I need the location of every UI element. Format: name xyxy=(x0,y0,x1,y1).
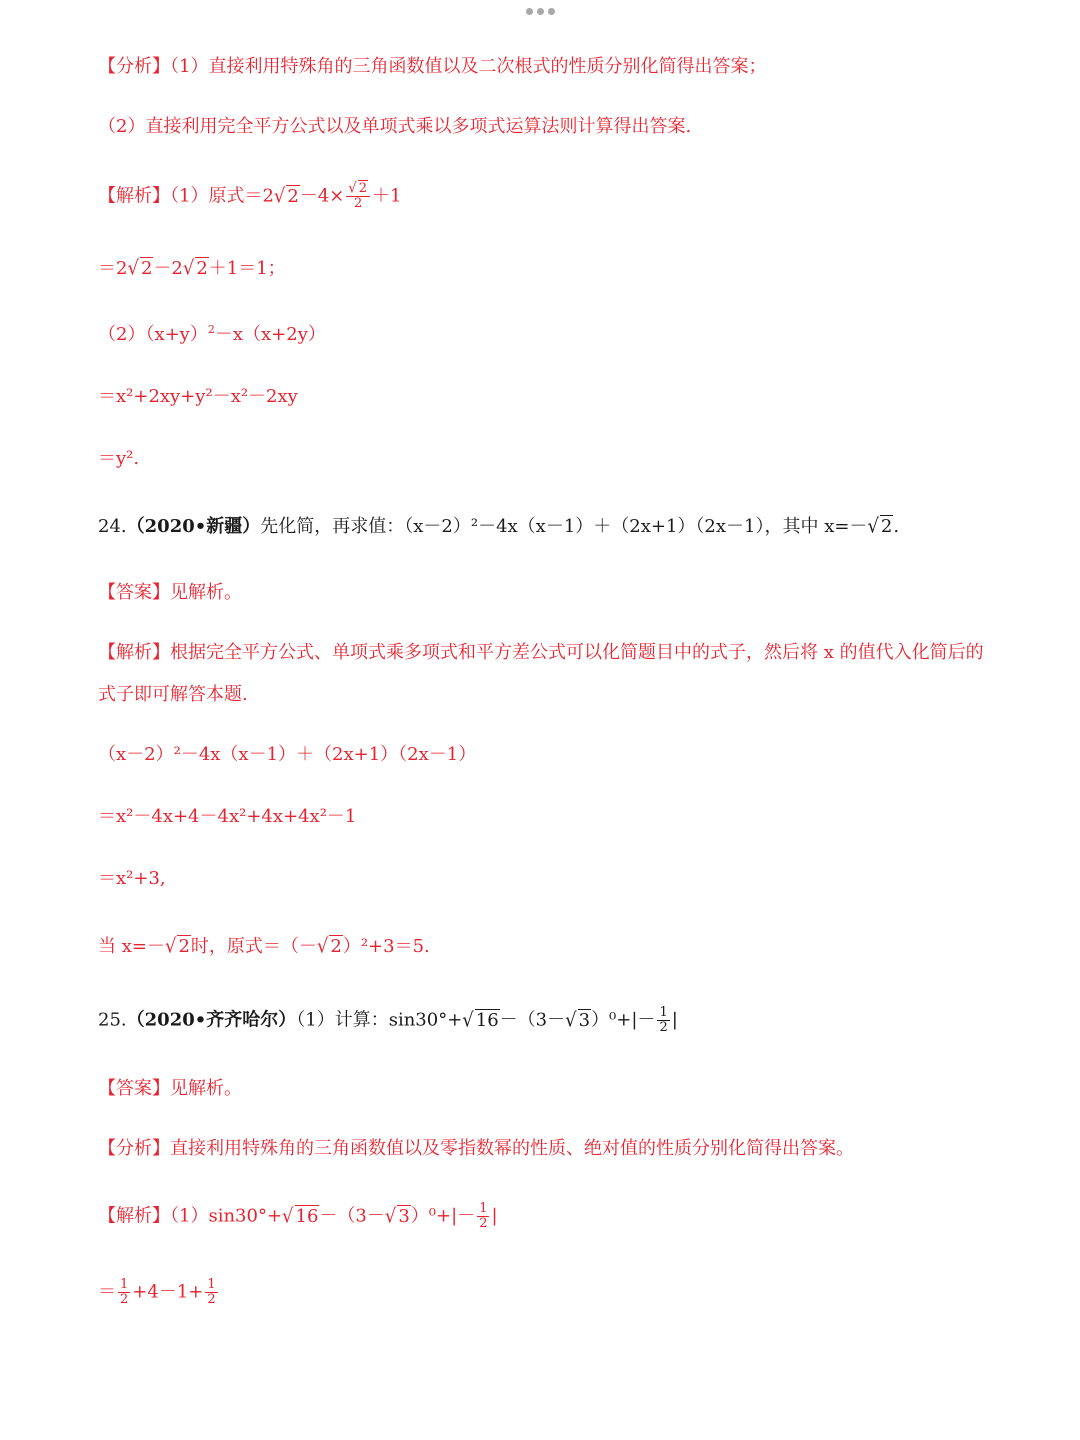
answer-line-25: 【答案】见解析。 xyxy=(98,1078,242,1099)
solution-line-2: ＝2√ 2－2√ 2＋1＝1； xyxy=(98,256,286,280)
sqrt-expression: √ 2 xyxy=(164,934,190,958)
analysis-line-25: 【分析】直接利用特殊角的三角函数值以及零指数幂的性质、绝对值的性质分别化简得出答案。 xyxy=(98,1138,854,1159)
solution-line-3: $(2)(x+y)^2-x(x+2y)$ xyxy=(98,323,326,345)
solution-line-1: 【解析】（1）原式＝2√ 2－4× $\frac{√ 2}{2}$ ＋1 xyxy=(98,180,402,211)
analysis-line-2: （2）直接利用完全平方公式以及单项式乘以多项式运算法则计算得出答案. xyxy=(98,116,692,137)
solution-25-line-1: 【解析】（1）sin30°+√ 16－（3－√ 3）⁰+|－ $\frac{1}{2}$ | xyxy=(98,1201,498,1231)
question-source: （2020•齐齐哈尔） xyxy=(126,1009,297,1031)
sqrt-expression: √ 16 xyxy=(282,1204,319,1228)
sqrt-expression: √ 2 xyxy=(867,514,893,538)
question-24: 24.（2020•新疆）先化简，再求值：（x－2）²－4x（x－1）＋（2x+1）（2x－1），其中 x=－√ 2. xyxy=(98,514,900,538)
fraction: $\frac{1}{2}$ xyxy=(479,1201,488,1231)
analysis-line-1: 【分析】（1）直接利用特殊角的三角函数值以及二次根式的性质分别化简得出答案； xyxy=(98,56,767,77)
question-source: （2020•新疆） xyxy=(126,516,261,537)
dot-icon xyxy=(548,8,555,15)
answer-line-24: 【答案】见解析。 xyxy=(98,582,242,603)
fraction: $\frac{√ 2}{2}$ xyxy=(346,182,370,211)
solution-line-4: ＝x²+2xy+y²－x²－2xy xyxy=(98,386,298,407)
sqrt-expression: √ 16 xyxy=(462,1008,499,1032)
solution-24-line-1: （x－2）²－4x（x－1）＋（2x+1）（2x－1） xyxy=(98,744,477,765)
solution-24-line-3: ＝x²+3, xyxy=(98,868,166,889)
question-25: 25.（2020•齐齐哈尔）（1）计算：sin30°+√ 16－（3－√ 3）⁰+|－ $\frac{1}{2}$ | xyxy=(98,1005,678,1035)
solution-24-line-4: 当 x=－√ 2时，原式＝（－√ 2）²+3＝5. xyxy=(98,934,430,958)
section-label: 【答案】 xyxy=(98,582,170,603)
section-label: 【解析】 xyxy=(98,185,170,207)
sqrt-expression: √ 3 xyxy=(565,1008,591,1032)
top-menu-dots[interactable] xyxy=(0,8,1080,15)
solution-paragraph-24: 【解析】根据完全平方公式、单项式乘多项式和平方差公式可以化简题目中的式子，然后将 x 的值代入化简后的式子即可解答本题. xyxy=(98,642,984,705)
dot-icon xyxy=(526,8,533,15)
sqrt-expression: √ 2 xyxy=(316,934,342,958)
section-label: 【分析】 xyxy=(98,56,170,77)
sqrt-expression: √ 2 xyxy=(182,256,208,280)
question-number: 25. xyxy=(98,1009,127,1031)
dot-icon xyxy=(537,8,544,15)
solution-24-line-2: ＝x²－4x+4－4x²+4x+4x²－1 xyxy=(98,806,357,827)
sqrt-expression: √ 2 xyxy=(273,184,299,208)
section-label: 【答案】 xyxy=(98,1078,170,1099)
section-label: 【解析】 xyxy=(98,1205,170,1227)
section-label: 【解析】 xyxy=(98,642,170,663)
sqrt-expression: √ 3 xyxy=(384,1204,410,1228)
solution-line-5: ＝y². xyxy=(98,448,140,469)
section-label: 【分析】 xyxy=(98,1138,170,1159)
fraction: $\frac{1}{2}$ xyxy=(207,1277,216,1307)
fraction: $\frac{1}{2}$ xyxy=(659,1005,668,1035)
sqrt-expression: √ 2 xyxy=(127,256,153,280)
solution-25-line-2: ＝ $\frac{1}{2}$ +4－1+ $\frac{1}{2}$ xyxy=(98,1277,216,1307)
fraction: $\frac{1}{2}$ xyxy=(120,1277,129,1307)
question-number: 24. xyxy=(98,516,127,537)
